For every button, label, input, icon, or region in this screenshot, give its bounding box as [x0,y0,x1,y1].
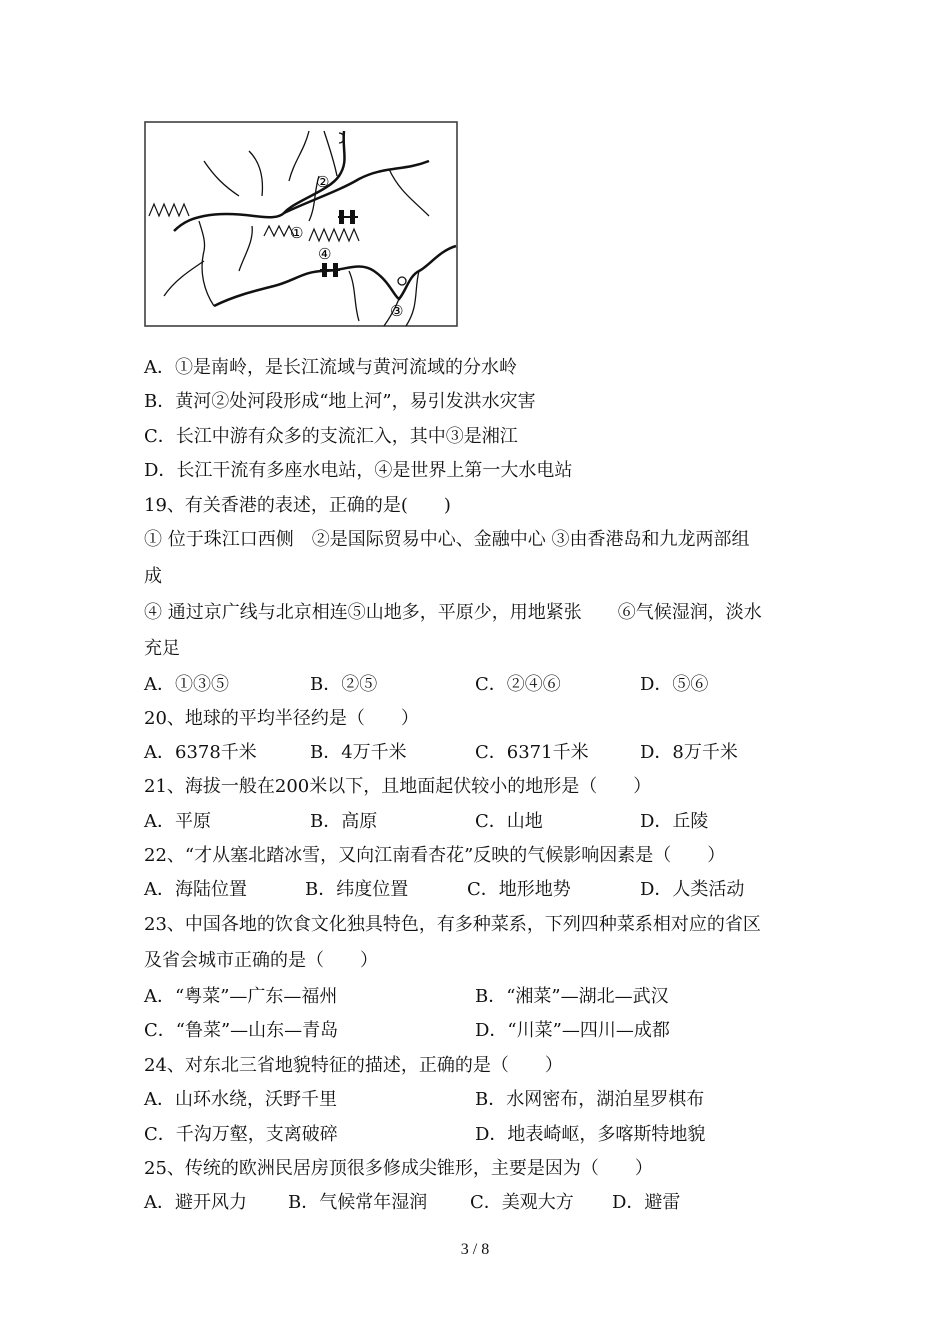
q22-stem: 22、“才从塞北踏冰雪，又向江南看杏花”反映的气候影响因素是（ ） [144,845,726,866]
q18-option-d: D．长江干流有多座水电站，④是世界上第一大水电站 [144,460,573,481]
q24-option-d: D．地表崎岖，多喀斯特地貌 [475,1124,706,1145]
q21-option-a: A．平原 [144,811,211,832]
q20-option-a: A．6378千米 [144,742,257,763]
map-label-4: ④ [318,245,332,263]
q19-statement-line: ④ 通过京广线与北京相连⑤山地多，平原少，用地紧张 ⑥气候湿润，淡水 [144,602,762,623]
q21-option-d: D．丘陵 [640,811,709,832]
q19-statement-line: 成 [144,566,162,587]
q21-option-b: B．高原 [310,811,378,832]
q25-option-c: C．美观大方 [470,1192,574,1213]
q21-option-c: C．山地 [475,811,543,832]
q24-option-b: B．水网密布，湖泊星罗棋布 [475,1089,705,1110]
q20-option-b: B．4万千米 [310,742,407,763]
q18-option-c: C．长江中游有众多的支流汇入，其中③是湘江 [144,426,518,447]
q24-option-c: C．千沟万壑，支离破碎 [144,1124,338,1145]
q25-stem: 25、传统的欧洲民居房顶很多修成尖锥形，主要是因为（ ） [144,1158,653,1179]
q19-option-d: D．⑤⑥ [640,674,709,695]
q23-option-c: C．“鲁菜”—山东—青岛 [144,1020,339,1041]
q18-option-a: A．①是南岭，是长江流域与黄河流域的分水岭 [144,357,517,378]
q22-option-d: D．人类活动 [640,879,745,900]
q24-option-a: A．山环水绕，沃野千里 [144,1089,337,1110]
q19-option-a: A．①③⑤ [144,674,229,695]
q23-stem-continued: 及省会城市正确的是（ ） [144,950,378,971]
q22-option-a: A．海陆位置 [144,879,247,900]
q19-option-c: C．②④⑥ [475,674,561,695]
q23-option-a: A．“粤菜”—广东—福州 [144,986,338,1007]
q20-option-c: C．6371千米 [475,742,589,763]
q19-statement-line: ① 位于珠江口西侧 ②是国际贸易中心、金融中心 ③由香港岛和九龙两部组 [144,529,750,550]
map-label-3: ③ [390,302,404,320]
q23-option-b: B．“湘菜”—湖北—武汉 [475,986,669,1007]
q20-stem: 20、地球的平均半径约是（ ） [144,708,419,729]
page-number: 3 / 8 [460,1241,490,1258]
q19-option-b: B．②⑤ [310,674,378,695]
q18-option-b: B．黄河②处河段形成“地上河”，易引发洪水灾害 [144,391,536,412]
q25-option-b: B．气候常年湿润 [288,1192,428,1213]
q20-option-d: D．8万千米 [640,742,738,763]
river-map-figure [144,121,458,327]
q22-option-b: B．纬度位置 [305,879,409,900]
q19-statement-line: 充足 [144,638,180,659]
q24-stem: 24、对东北三省地貌特征的描述，正确的是（ ） [144,1055,563,1076]
map-label-2: ② [316,173,330,191]
q25-option-d: D．避雷 [612,1192,681,1213]
q22-option-c: C．地形地势 [467,879,571,900]
q23-option-d: D．“川菜”—四川—成都 [475,1020,670,1041]
map-label-1: ① [290,224,304,242]
q19-stem: 19、有关香港的表述，正确的是( ) [144,495,451,516]
q23-stem: 23、中国各地的饮食文化独具特色，有多种菜系，下列四种菜系相对应的省区 [144,914,761,935]
q21-stem: 21、海拔一般在200米以下，且地面起伏较小的地形是（ ） [144,776,652,797]
q25-option-a: A．避开风力 [144,1192,247,1213]
